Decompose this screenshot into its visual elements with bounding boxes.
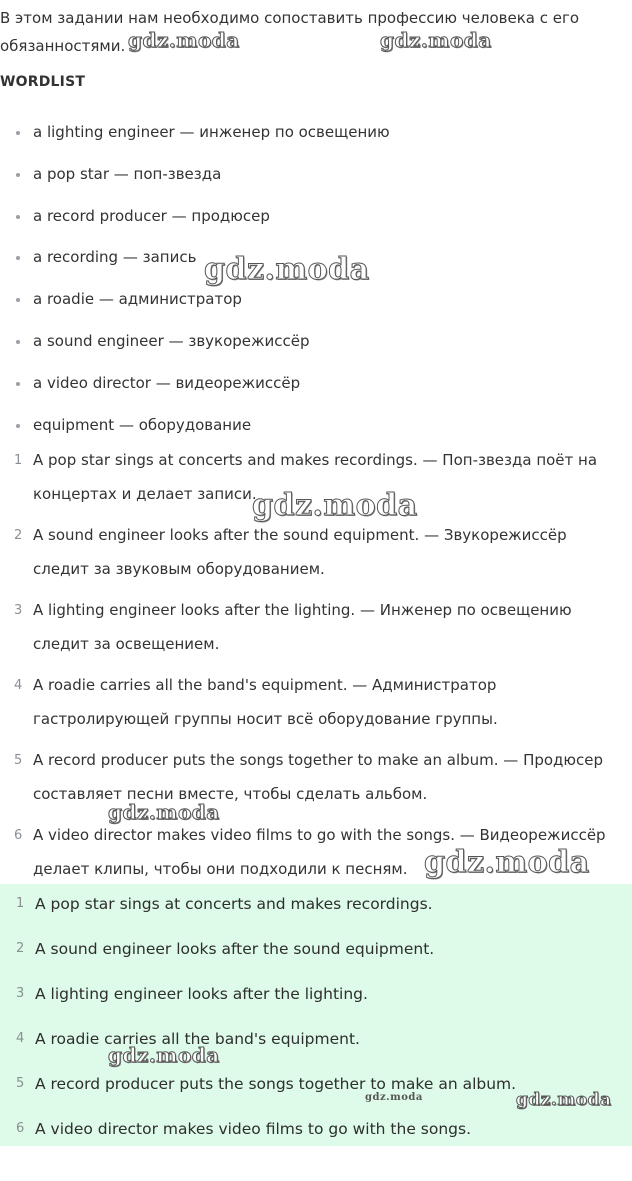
- translation-text: A record producer puts the songs together to make an album. — Продюсер составляет песни вместе, чтобы сделать альбом.: [33, 751, 604, 803]
- watermark-logo: gdz.moda: [380, 28, 492, 52]
- bullet-icon: [16, 131, 20, 135]
- bullet-icon: [16, 256, 20, 260]
- translation-item: [0, 519, 632, 594]
- watermark-logo: gdz.moda: [365, 1092, 423, 1103]
- watermark-logo: gdz.moda: [516, 1090, 612, 1110]
- item-number: 3: [16, 986, 25, 1002]
- watermark-logo: gdz.moda: [128, 28, 240, 52]
- wordlist-item: [0, 279, 632, 321]
- wordlist-item-text: a record producer — продюсер: [33, 206, 270, 225]
- item-number: 4: [14, 678, 23, 693]
- bullet-icon: [16, 424, 20, 428]
- answer-text: A pop star sings at concerts and makes recordings.: [35, 895, 433, 913]
- answer-text: A sound engineer looks after the sound equipment.: [35, 940, 435, 959]
- answer-text: A video director makes video films to go with the songs.: [35, 1120, 472, 1139]
- wordlist-item-text: equipment — оборудование: [33, 415, 252, 434]
- watermark-logo: gdz.moda: [108, 800, 220, 824]
- watermark-logo: gdz.moda: [204, 252, 370, 287]
- bullet-icon: [16, 340, 20, 344]
- translation-item: [0, 744, 632, 819]
- item-number: 6: [16, 1121, 25, 1137]
- wordlist-item-text: a video director — видеорежиссёр: [33, 373, 301, 392]
- translation-text: A pop star sings at concerts and makes recordings. — Поп-звезда поёт на концертах и делает записи.: [33, 451, 598, 503]
- answer-item: [0, 1021, 632, 1066]
- translation-text: A sound engineer looks after the sound equipment. — Звукорежиссёр следит за звуковым оборудованием.: [33, 526, 567, 578]
- wordlist-item-text: a roadie — администратор: [33, 290, 242, 309]
- bullet-icon: [16, 215, 20, 219]
- watermark-logo: gdz.moda: [252, 488, 418, 523]
- wordlist-item: [0, 237, 632, 279]
- wordlist-item: [0, 112, 632, 154]
- translation-item: [0, 594, 632, 669]
- wordlist: [0, 112, 632, 446]
- wordlist-item: [0, 321, 632, 363]
- answer-item: [0, 1066, 632, 1111]
- watermark-logo: gdz.moda: [108, 1043, 220, 1067]
- wordlist-item-text: a lighting engineer — инженер по освещению: [33, 123, 390, 141]
- wordlist-item: [0, 196, 632, 238]
- translation-text: A video director makes video films to go with the songs. — Видеорежиссёр делает клипы, чтобы они подходили к песням.: [33, 826, 606, 878]
- intro-text: В этом задании нам необходимо сопоставить профессию человека с его обязанностями.: [0, 9, 580, 55]
- bullet-icon: [16, 173, 20, 177]
- wordlist-item: [0, 405, 632, 447]
- answer-text: A lighting engineer looks after the lighting.: [35, 985, 368, 1004]
- wordlist-item-text: a recording — запись: [33, 248, 197, 267]
- wordlist-item-text: a pop star — поп-звезда: [33, 164, 222, 183]
- answer-item: [0, 1111, 632, 1156]
- item-number: 4: [16, 1031, 25, 1047]
- translation-text: A roadie carries all the band's equipment. — Администратор гастролирующей группы носит всё оборудование группы.: [33, 676, 498, 728]
- answer-item: [0, 931, 632, 976]
- translation-item: [0, 669, 632, 744]
- answer-item: [0, 976, 632, 1021]
- translation-item: [0, 444, 632, 519]
- item-number: 5: [16, 1076, 25, 1092]
- item-number: 3: [14, 603, 23, 618]
- answer-list: [0, 886, 632, 1157]
- answer-text: A roadie carries all the band's equipment.: [35, 1030, 360, 1049]
- item-number: 2: [14, 528, 23, 543]
- item-number: 5: [14, 753, 23, 768]
- answer-box: [0, 884, 632, 1146]
- answer-item: [0, 886, 632, 931]
- translation-text: A lighting engineer looks after the lighting. — Инженер по освещению следит за освещением.: [33, 601, 572, 653]
- wordlist-item: [0, 363, 632, 405]
- wordlist-item-text: a sound engineer — звукорежиссёр: [33, 331, 310, 350]
- wordlist-item: [0, 154, 632, 196]
- item-number: 1: [14, 453, 23, 468]
- item-number: 6: [14, 828, 23, 843]
- bullet-icon: [16, 382, 20, 386]
- bullet-icon: [16, 298, 20, 302]
- item-number: 2: [16, 941, 25, 957]
- watermark-logo: gdz.moda: [424, 845, 590, 880]
- translation-list: [0, 444, 632, 894]
- wordlist-heading: WORDLIST: [0, 74, 86, 90]
- translation-item: [0, 819, 632, 894]
- item-number: 1: [16, 896, 25, 911]
- answer-text: A record producer puts the songs together to make an album.: [35, 1075, 517, 1094]
